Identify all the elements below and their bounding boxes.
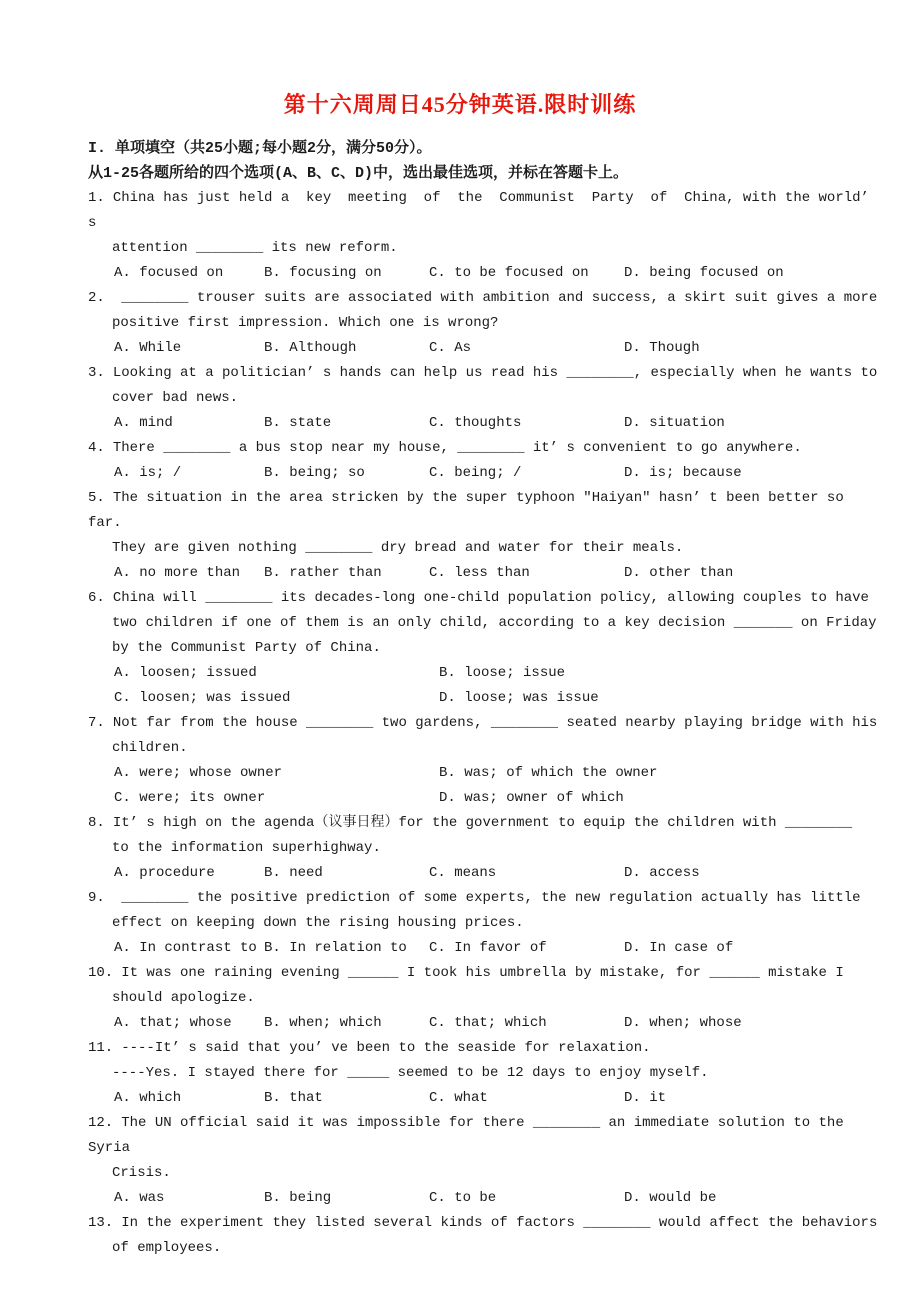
question-number: 12. bbox=[88, 1115, 114, 1131]
stem-text: China will ________ its decades-long one-child population policy, allowing couples to have bbox=[112, 590, 869, 606]
question-5 bbox=[88, 486, 880, 586]
question-2 bbox=[88, 286, 880, 361]
option-choice: C. what bbox=[429, 1090, 488, 1106]
option-choice: C. less than bbox=[429, 565, 530, 581]
question-7 bbox=[88, 711, 880, 811]
option-choice: A. In contrast to bbox=[114, 940, 257, 956]
option-choice: C. means bbox=[429, 865, 497, 881]
question-stem-continued: to the information superhighway. bbox=[112, 840, 381, 856]
question-stem bbox=[88, 286, 880, 311]
options-row bbox=[88, 411, 880, 436]
question-stem-continued: attention ________ its new reform. bbox=[112, 240, 398, 256]
option-choice: B. was; of which the owner bbox=[439, 765, 658, 781]
question-stem bbox=[88, 586, 880, 611]
page-title: 第十六周周日45分钟英语.限时训练 bbox=[283, 92, 637, 117]
options-row bbox=[88, 761, 880, 786]
options-row bbox=[88, 686, 880, 711]
options-row bbox=[88, 786, 880, 811]
question-stem-continued: children. bbox=[112, 740, 188, 756]
option-choice: C. to be focused on bbox=[429, 265, 589, 281]
question-6 bbox=[88, 586, 880, 711]
option-choice: A. no more than bbox=[114, 565, 241, 581]
question-number: 10. bbox=[88, 965, 114, 981]
option-choice: A. focused on bbox=[114, 265, 224, 281]
stem-text: China has just held a key meeting of the Communist Party of China, with the world’ s bbox=[88, 190, 878, 231]
options-row bbox=[88, 561, 880, 586]
stem-text: Not far from the house ________ two gardens, ________ seated nearby playing bridge with his bbox=[112, 715, 878, 731]
option-choice: C. loosen; was issued bbox=[114, 690, 291, 706]
option-choice: D. being focused on bbox=[624, 265, 784, 281]
question-stem-continued: two children if one of them is an only child, according to a key decision _______ on Friday bbox=[112, 615, 877, 631]
option-choice: B. loose; issue bbox=[439, 665, 566, 681]
option-choice: C. thoughts bbox=[429, 415, 522, 431]
question-8 bbox=[88, 811, 880, 886]
question-number: 13. bbox=[88, 1215, 114, 1231]
options-row bbox=[88, 336, 880, 361]
option-choice: D. would be bbox=[624, 1190, 717, 1206]
question-11 bbox=[88, 1036, 880, 1111]
question-stem-continued: positive first impression. Which one is wrong? bbox=[112, 315, 499, 331]
question-number: 5. bbox=[88, 490, 105, 506]
question-stem-continued: should apologize. bbox=[112, 990, 255, 1006]
stem-text: ----It’ s said that you’ ve been to the seaside for relaxation. bbox=[121, 1040, 651, 1056]
stem-text: Looking at a politician’ s hands can help us read his ________, especially when he wants to bbox=[112, 365, 878, 381]
question-stem bbox=[88, 811, 880, 836]
question-10 bbox=[88, 961, 880, 1036]
exam-content bbox=[0, 120, 920, 1261]
question-stem-continued: of employees. bbox=[112, 1240, 222, 1256]
options-row bbox=[88, 461, 880, 486]
option-choice: D. when; whose bbox=[624, 1015, 742, 1031]
options-row bbox=[88, 261, 880, 286]
option-choice: B. state bbox=[264, 415, 332, 431]
option-choice: A. mind bbox=[114, 415, 173, 431]
option-choice: A. While bbox=[114, 340, 182, 356]
question-list bbox=[88, 186, 880, 1261]
question-stem-continued: effect on keeping down the rising housing prices. bbox=[112, 915, 524, 931]
section-heading: I. 单项填空（共25小题;每小题2分，满分50分）。 bbox=[88, 140, 432, 157]
option-choice: D. In case of bbox=[624, 940, 734, 956]
question-stem bbox=[88, 486, 880, 536]
question-number: 11. bbox=[88, 1040, 114, 1056]
section-instruction: 从1-25各题所给的四个选项(A、B、C、D)中，选出最佳选项，并标在答题卡上。 bbox=[88, 165, 629, 182]
question-stem bbox=[88, 961, 880, 986]
option-choice: B. being bbox=[264, 1190, 332, 1206]
option-choice: C. that; which bbox=[429, 1015, 547, 1031]
option-choice: C. As bbox=[429, 340, 472, 356]
question-stem bbox=[88, 186, 880, 236]
options-row bbox=[88, 861, 880, 886]
option-choice: B. that bbox=[264, 1090, 323, 1106]
option-choice: D. other than bbox=[624, 565, 734, 581]
stem-text: In the experiment they listed several kinds of factors ________ would affect the behaviors bbox=[121, 1215, 878, 1231]
option-choice: A. is; / bbox=[114, 465, 182, 481]
stem-text: The situation in the area stricken by the super typhoon "Haiyan" hasn’ t been better so far. bbox=[88, 490, 853, 531]
option-choice: B. Although bbox=[264, 340, 357, 356]
question-stem bbox=[88, 436, 880, 461]
option-choice: B. need bbox=[264, 865, 323, 881]
option-choice: A. procedure bbox=[114, 865, 215, 881]
option-choice: A. loosen; issued bbox=[114, 665, 257, 681]
question-stem bbox=[88, 711, 880, 736]
question-1 bbox=[88, 186, 880, 286]
option-choice: C. were; its owner bbox=[114, 790, 266, 806]
option-choice: D. Though bbox=[624, 340, 700, 356]
question-stem-continued: Crisis. bbox=[112, 1165, 171, 1181]
option-choice: B. rather than bbox=[264, 565, 382, 581]
stem-text: It was one raining evening ______ I took his umbrella by mistake, for ______ mistake I bbox=[121, 965, 844, 981]
question-stem-continued: cover bad news. bbox=[112, 390, 239, 406]
options-row bbox=[88, 936, 880, 961]
options-row bbox=[88, 1086, 880, 1111]
question-12 bbox=[88, 1111, 880, 1211]
option-choice: A. were; whose owner bbox=[114, 765, 283, 781]
option-choice: A. was bbox=[114, 1190, 165, 1206]
question-9 bbox=[88, 886, 880, 961]
question-4 bbox=[88, 436, 880, 486]
option-choice: D. loose; was issue bbox=[439, 690, 599, 706]
option-choice: C. being; / bbox=[429, 465, 522, 481]
option-choice: B. being; so bbox=[264, 465, 365, 481]
question-stem bbox=[88, 886, 880, 911]
question-3 bbox=[88, 361, 880, 436]
options-row bbox=[88, 1011, 880, 1036]
option-choice: A. that; whose bbox=[114, 1015, 232, 1031]
question-stem bbox=[88, 1036, 880, 1061]
question-number: 3. bbox=[88, 365, 105, 381]
question-number: 2. bbox=[88, 290, 105, 306]
question-stem bbox=[88, 1211, 880, 1236]
question-stem-continued: ----Yes. I stayed there for _____ seemed to be 12 days to enjoy myself. bbox=[112, 1065, 709, 1081]
stem-text: ________ the positive prediction of some experts, the new regulation actually has little bbox=[112, 890, 861, 906]
question-stem-continued: by the Communist Party of China. bbox=[112, 640, 381, 656]
question-number: 6. bbox=[88, 590, 105, 606]
option-choice: D. it bbox=[624, 1090, 667, 1106]
options-row bbox=[88, 1186, 880, 1211]
question-stem bbox=[88, 361, 880, 386]
question-number: 1. bbox=[88, 190, 105, 206]
question-number: 8. bbox=[88, 815, 105, 831]
stem-text: The UN official said it was impossible for there ________ an immediate solution to the Syria bbox=[88, 1115, 853, 1156]
option-choice: C. to be bbox=[429, 1190, 497, 1206]
question-stem bbox=[88, 1111, 880, 1161]
question-number: 4. bbox=[88, 440, 105, 456]
option-choice: D. was; owner of which bbox=[439, 790, 624, 806]
option-choice: D. situation bbox=[624, 415, 725, 431]
options-row bbox=[88, 661, 880, 686]
option-choice: D. is; because bbox=[624, 465, 742, 481]
option-choice: C. In favor of bbox=[429, 940, 547, 956]
option-choice: B. when; which bbox=[264, 1015, 382, 1031]
question-stem-continued: They are given nothing ________ dry bread and water for their meals. bbox=[112, 540, 684, 556]
option-choice: B. In relation to bbox=[264, 940, 407, 956]
question-number: 7. bbox=[88, 715, 105, 731]
stem-text: ________ trouser suits are associated with ambition and success, a skirt suit gives a more bbox=[112, 290, 878, 306]
option-choice: A. which bbox=[114, 1090, 182, 1106]
option-choice: D. access bbox=[624, 865, 700, 881]
stem-text: There ________ a bus stop near my house, ________ it’ s convenient to go anywhere. bbox=[112, 440, 802, 456]
stem-text: It’ s high on the agenda（议事日程）for the government to equip the children with ________ bbox=[112, 815, 853, 831]
question-13 bbox=[88, 1211, 880, 1261]
question-number: 9. bbox=[88, 890, 105, 906]
option-choice: B. focusing on bbox=[264, 265, 382, 281]
